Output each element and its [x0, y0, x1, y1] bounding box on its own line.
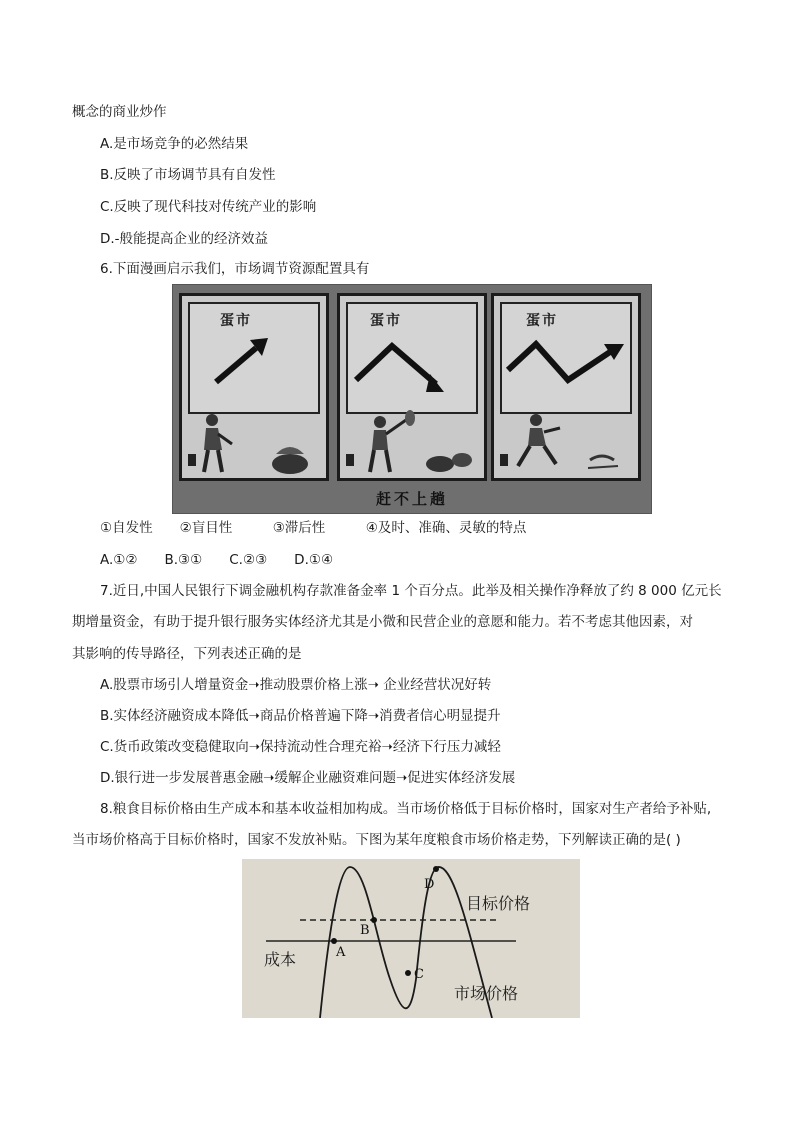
question-8-stem-line-2: 当市场价格高于目标价格时，国家不发放补贴。下图为某年度粮食市场价格走势，下列解读正确的是( ): [72, 832, 681, 848]
panel-chart-frame: [188, 302, 320, 414]
panel-title: 蛋市: [220, 313, 252, 329]
point-d-marker: [433, 866, 439, 872]
comic-panel-1: [179, 293, 329, 481]
text-line-continuation: 概念的商业炒作: [72, 104, 167, 120]
zigzag-arrow-icon: [502, 304, 636, 408]
q5-option-a: A.是市场竞争的必然结果: [100, 136, 249, 152]
q5-option-b: B.反映了市场调节具有自发性: [100, 167, 276, 183]
point-b-label: B: [360, 923, 370, 938]
q7-option-b: B.实体经济融资成本降低➝商品价格普遍下降➝消费者信心明显提升: [100, 708, 501, 724]
point-c-marker: [405, 970, 411, 976]
panel-chart-frame: [346, 302, 478, 414]
panel-title: 蛋市: [370, 313, 402, 329]
price-curve-diagram: [242, 859, 580, 1018]
point-a-label: A: [336, 945, 346, 960]
q7-option-c: C.货币政策改变稳健取向➝保持流动性合理充裕➝经济下行压力减轻: [100, 739, 501, 755]
q5-option-d: D.-般能提高企业的经济效益: [100, 231, 269, 247]
point-a-marker: [331, 938, 337, 944]
rise-fall-arrow-icon: [348, 304, 482, 408]
egg-market-comic: [172, 284, 652, 514]
question-7-stem-line-3: 其影响的传导路径，下列表述正确的是: [72, 646, 302, 662]
q7-option-d: D.银行进一步发展普惠金融➝缓解企业融资难问题➝促进实体经济发展: [100, 770, 516, 786]
point-c-label: C: [414, 967, 424, 982]
question-6-options: A.①② B.③① C.②③ D.①④: [100, 552, 334, 568]
point-d-label: D: [424, 877, 435, 892]
question-6-stem: 6.下面漫画启示我们，市场调节资源配置具有: [100, 261, 370, 277]
comic-panel-3: [491, 293, 641, 481]
grain-price-figure: [242, 859, 580, 1018]
question-7-stem-line-2: 期增量资金，有助于提升银行服务实体经济尤其是小微和民营企业的意愿和能力。若不考虑其他因素，对: [72, 614, 693, 630]
q5-option-c: C.反映了现代科技对传统产业的影响: [100, 199, 317, 215]
comic-panel-2: [337, 293, 487, 481]
point-b-marker: [371, 917, 377, 923]
question-6-items: ①自发性 ②盲目性 ③滞后性 ④及时、准确、灵敏的特点: [100, 520, 527, 536]
farmer-with-eggs-icon: [182, 410, 326, 480]
panel-title: 蛋市: [526, 313, 558, 329]
q7-option-a: A.股票市场引人增量资金➝推动股票价格上涨➝ 企业经营状况好转: [100, 677, 492, 693]
cost-label: 成本: [264, 950, 297, 969]
question-7-stem-line-1: 7.近日,中国人民银行下调金融机构存款准备金率 1 个百分点。此举及相关操作净释放了约 8 000 亿元长: [100, 583, 722, 599]
farmer-running-icon: [494, 410, 638, 480]
market-price-label: 市场价格: [454, 984, 519, 1003]
rising-arrow-icon: [190, 304, 324, 408]
target-price-label: 目标价格: [466, 894, 531, 913]
farmer-chasing-chickens-icon: [340, 410, 484, 480]
comic-caption: 赶不上趟: [375, 490, 448, 508]
panel-chart-frame: [500, 302, 632, 414]
question-8-stem-line-1: 8.粮食目标价格由生产成本和基本收益相加构成。当市场价格低于目标价格时，国家对生产者给予补贴,: [100, 801, 712, 817]
